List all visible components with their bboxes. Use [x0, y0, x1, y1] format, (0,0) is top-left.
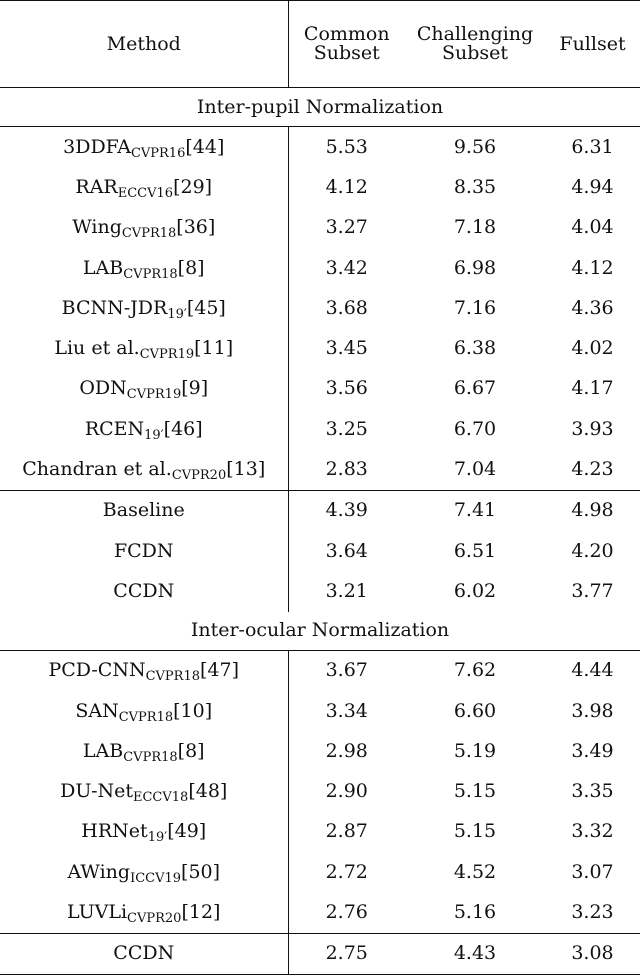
challenging-value: 7.62 [453, 659, 497, 682]
fullset-value: 3.77 [571, 579, 614, 602]
method-name: Liu et al. [54, 337, 140, 360]
common-value: 2.90 [325, 780, 368, 803]
method-venue: 19′ [147, 830, 168, 846]
common-value: 5.53 [325, 135, 368, 158]
header-row [0, 1, 640, 88]
method-ref: [47] [200, 659, 240, 682]
challenging-value: 7.18 [453, 216, 497, 239]
common-value: 2.98 [325, 739, 368, 762]
method-name: HRNet [81, 820, 148, 843]
common-value: 3.68 [325, 296, 368, 319]
method-cell [0, 409, 288, 449]
challenging-value: 6.67 [453, 377, 497, 400]
header-challenging-line1: Challenging [416, 23, 534, 45]
common-value: 4.39 [288, 490, 405, 531]
challenging-value: 4.52 [453, 860, 497, 883]
common-value: 2.72 [325, 860, 368, 883]
method-ref: [12] [181, 900, 221, 923]
header-common-line2: Subset [313, 42, 380, 64]
fullset-value: 3.23 [571, 900, 614, 923]
fullset-value: 4.17 [571, 377, 614, 400]
method-ref: [50] [181, 860, 221, 883]
fullset-value: 3.49 [571, 739, 614, 762]
common-value: 3.21 [325, 579, 368, 602]
method-cell [0, 167, 288, 207]
method-venue: CVPR18 [123, 266, 178, 282]
method-cell [0, 490, 288, 531]
method-ref: [29] [173, 175, 213, 198]
method-name: RCEN [84, 417, 145, 440]
method-cell [0, 531, 288, 571]
table-row [0, 288, 640, 328]
method-ref: [46] [163, 417, 203, 440]
table-row [0, 531, 640, 571]
method-venue: 19′ [144, 427, 164, 443]
method-ref: [13] [226, 458, 266, 481]
method-cell [0, 650, 288, 691]
common-value: 3.45 [325, 337, 368, 360]
method-cell [0, 288, 288, 328]
method-venue: CVPR18 [118, 709, 174, 725]
challenging-value: 7.04 [453, 458, 497, 481]
fullset-value: 4.04 [571, 216, 614, 239]
method-cell [0, 892, 288, 933]
header-challenging-line2: Subset [441, 42, 509, 64]
common-value: 3.27 [325, 216, 368, 239]
header-common-subset [288, 1, 405, 88]
method-name: PCD-CNN [48, 659, 146, 682]
method-venue: CVPR20 [171, 468, 227, 484]
method-ref: [49] [167, 820, 207, 843]
common-value: 3.34 [325, 699, 368, 722]
table-row [0, 409, 640, 449]
table-row [0, 571, 640, 611]
method-cell [0, 852, 288, 892]
method-ref: [11] [194, 337, 234, 360]
method-name: 3DDFA [63, 135, 131, 158]
section-title: Inter-pupil Normalization [0, 88, 640, 127]
table-row [0, 771, 640, 811]
challenging-value: 5.19 [453, 739, 497, 762]
challenging-value: 6.38 [453, 337, 497, 360]
method-name: SAN [75, 699, 119, 722]
method-ref: [36] [176, 216, 216, 239]
table-row [0, 892, 640, 933]
challenging-value: 5.16 [453, 900, 497, 923]
table-row [0, 449, 640, 490]
fullset-value: 4.02 [571, 337, 614, 360]
challenging-value: 7.16 [453, 296, 497, 319]
common-value: 2.87 [325, 820, 368, 843]
method-name: LUVLi [67, 900, 128, 923]
section-title: Inter-ocular Normalization [0, 612, 640, 651]
table-row [0, 167, 640, 207]
method-ref: [44] [185, 135, 225, 158]
method-cell [0, 691, 288, 731]
common-value: 3.67 [325, 659, 368, 682]
challenging-value: 7.41 [405, 490, 545, 531]
method-venue: ECCV16 [117, 185, 174, 201]
table-row [0, 933, 640, 974]
method-name: LAB [82, 739, 124, 762]
table-row [0, 328, 640, 368]
table-body [0, 88, 640, 975]
section-row [0, 88, 640, 127]
method-cell [0, 328, 288, 368]
challenging-value: 8.35 [453, 175, 497, 198]
table-row [0, 812, 640, 852]
method-venue: CVPR19 [139, 347, 195, 363]
method-name: Wing [72, 216, 122, 239]
table-row [0, 731, 640, 771]
method-cell [0, 731, 288, 771]
challenging-value: 6.70 [453, 417, 497, 440]
table-row [0, 691, 640, 731]
method-name: BCNN-JDR [61, 296, 168, 319]
method-ref: [9] [181, 377, 209, 400]
common-value: 3.64 [325, 539, 368, 562]
table-row [0, 248, 640, 288]
method-name: Chandran et al. [22, 458, 172, 481]
fullset-value: 4.98 [545, 490, 640, 531]
table-row [0, 208, 640, 248]
common-value: 3.42 [325, 256, 368, 279]
common-value: 3.56 [325, 377, 368, 400]
method-name: CCDN [113, 579, 175, 602]
method-cell [0, 208, 288, 248]
section-row [0, 612, 640, 651]
table-row [0, 369, 640, 409]
header-fullset: Fullset [545, 1, 640, 88]
fullset-value: 4.20 [571, 539, 614, 562]
method-ref: [8] [177, 256, 205, 279]
header-challenging-subset [405, 1, 545, 88]
method-name: CCDN [113, 942, 175, 965]
fullset-value: 3.07 [571, 860, 614, 883]
common-value: 4.12 [325, 175, 368, 198]
method-cell [0, 369, 288, 409]
method-ref: [10] [173, 699, 213, 722]
challenging-value: 5.15 [453, 820, 497, 843]
common-value: 3.25 [325, 417, 368, 440]
challenging-value: 6.98 [453, 256, 497, 279]
fullset-value: 4.23 [571, 458, 614, 481]
method-venue: ICCV19 [130, 870, 182, 886]
method-venue: ECCV18 [133, 790, 189, 806]
table-row [0, 490, 640, 531]
method-ref: [8] [177, 739, 205, 762]
method-cell [0, 449, 288, 490]
method-venue: CVPR18 [145, 669, 201, 685]
method-venue: CVPR18 [123, 749, 178, 765]
method-name: ODN [79, 377, 127, 400]
method-venue: CVPR16 [130, 145, 186, 161]
challenging-value: 6.02 [453, 579, 497, 602]
challenging-value: 6.60 [453, 699, 497, 722]
method-cell [0, 248, 288, 288]
challenging-value: 6.51 [453, 539, 497, 562]
fullset-value: 4.44 [571, 659, 614, 682]
challenging-value: 5.15 [453, 780, 497, 803]
header-common-line1: Common [303, 23, 390, 45]
table-row [0, 852, 640, 892]
header-method: Method [0, 1, 288, 88]
challenging-value: 9.56 [453, 135, 497, 158]
method-venue: CVPR20 [127, 910, 182, 926]
method-name: LAB [82, 256, 124, 279]
table-row [0, 650, 640, 691]
method-name: RAR [75, 175, 118, 198]
fullset-value: 4.94 [571, 175, 614, 198]
method-cell [0, 933, 288, 974]
method-name: DU-Net [60, 780, 133, 803]
fullset-value: 3.08 [545, 933, 640, 974]
method-ref: [45] [186, 296, 226, 319]
challenging-value: 4.43 [405, 933, 545, 974]
method-cell [0, 571, 288, 611]
method-venue: 19′ [167, 306, 187, 322]
method-name: AWing [67, 860, 131, 883]
method-cell [0, 771, 288, 811]
method-cell [0, 127, 288, 168]
method-venue: CVPR18 [121, 226, 177, 242]
common-value: 2.83 [325, 458, 368, 481]
common-value: 2.75 [288, 933, 405, 974]
fullset-value: 3.93 [571, 417, 614, 440]
fullset-value: 6.31 [571, 135, 614, 158]
method-name: FCDN [113, 539, 174, 562]
method-name: Baseline [102, 499, 185, 522]
fullset-value: 4.36 [571, 296, 614, 319]
fullset-value: 3.35 [571, 780, 614, 803]
fullset-value: 3.32 [571, 820, 614, 843]
common-value: 2.76 [325, 900, 368, 923]
method-cell [0, 812, 288, 852]
fullset-value: 3.98 [571, 699, 614, 722]
table-row [0, 127, 640, 168]
fullset-value: 4.12 [571, 256, 614, 279]
method-ref: [48] [188, 780, 228, 803]
method-venue: CVPR19 [126, 387, 182, 403]
